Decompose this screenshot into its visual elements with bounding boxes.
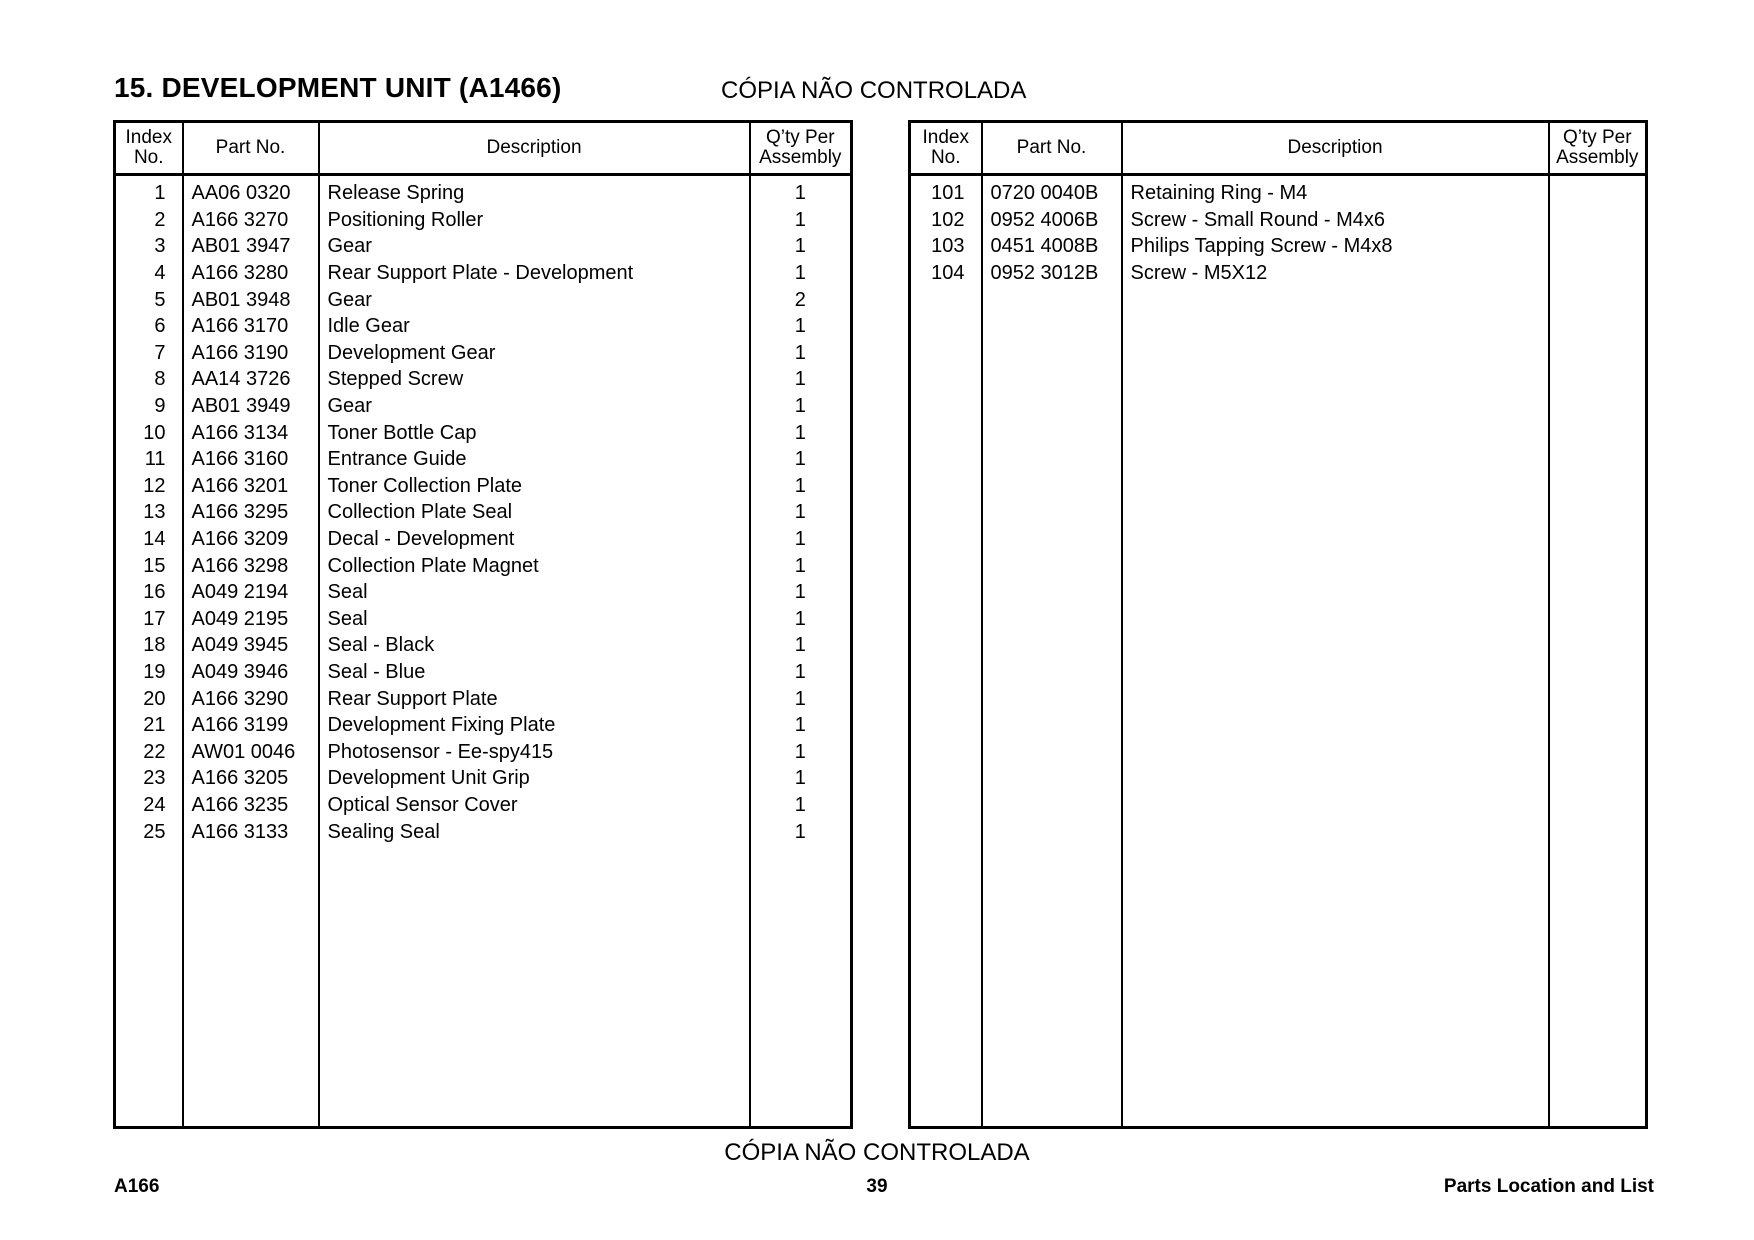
cell-part-no: A166 3133 [183,818,319,845]
cell-index: 22 [115,738,183,765]
cell-part-no: A166 3270 [183,207,319,234]
table-row [910,175,1647,207]
table-row [115,313,852,340]
cell-index: 9 [115,393,183,420]
cell-part-no: A166 3290 [183,685,319,712]
cell-qty [1549,175,1647,207]
table-row [115,632,852,659]
cell-description: Seal [319,606,750,633]
cell-index: 101 [910,175,982,207]
cell-index: 3 [115,233,183,260]
cell-part-no: A166 3235 [183,792,319,819]
cell-description: Retaining Ring - M4 [1122,175,1549,207]
cell-part-no: 0451 4008B [982,233,1122,260]
header-qty: Q’ty Per Assembly [750,122,852,175]
table-row [115,685,852,712]
cell-description: Seal - Blue [319,659,750,686]
cell-index: 14 [115,526,183,553]
page-title: 15. DEVELOPMENT UNIT (A1466) [114,72,562,103]
cell-description: Decal - Development [319,526,750,553]
cell-qty: 1 [750,419,852,446]
cell-part-no: A166 3199 [183,712,319,739]
cell-qty: 1 [750,340,852,367]
cell-index: 15 [115,552,183,579]
cell-description: Screw - Small Round - M4x6 [1122,207,1549,234]
cell-qty: 1 [750,175,852,207]
parts-table-left-body [115,175,852,1128]
cell-index: 18 [115,632,183,659]
cell-index: 10 [115,419,183,446]
cell-qty: 1 [750,446,852,473]
cell-qty: 1 [750,659,852,686]
table-filler-row [115,845,852,1128]
cell-index: 17 [115,606,183,633]
cell-description: Gear [319,393,750,420]
cell-qty: 1 [750,526,852,553]
cell-qty: 2 [750,286,852,313]
cell-description: Philips Tapping Screw - M4x8 [1122,233,1549,260]
cell-part-no: AW01 0046 [183,738,319,765]
cell-part-no: AB01 3947 [183,233,319,260]
parts-table-left [113,120,853,1129]
cell-qty: 1 [750,366,852,393]
cell-index: 8 [115,366,183,393]
cell-qty: 1 [750,260,852,287]
table-row [115,260,852,287]
header-description: Description [319,122,750,175]
cell-index: 7 [115,340,183,367]
cell-description: Development Unit Grip [319,765,750,792]
table-row [115,818,852,845]
empty-cell [115,845,183,1128]
cell-qty: 1 [750,818,852,845]
cell-description: Seal [319,579,750,606]
empty-cell [982,286,1122,1127]
table-row [115,340,852,367]
cell-description: Idle Gear [319,313,750,340]
cell-description: Release Spring [319,175,750,207]
cell-qty: 1 [750,765,852,792]
cell-index: 1 [115,175,183,207]
cell-index: 6 [115,313,183,340]
cell-description: Stepped Screw [319,366,750,393]
cell-part-no: AB01 3948 [183,286,319,313]
table-row [115,712,852,739]
cell-index: 5 [115,286,183,313]
cell-qty [1549,233,1647,260]
parts-table-right [908,120,1648,1129]
header-index: Index No. [115,122,183,175]
table-row [910,233,1647,260]
cell-part-no: 0952 4006B [982,207,1122,234]
table-row [910,207,1647,234]
cell-description: Collection Plate Seal [319,499,750,526]
cell-qty: 1 [750,207,852,234]
cell-qty: 1 [750,233,852,260]
cell-index: 102 [910,207,982,234]
cell-index: 11 [115,446,183,473]
cell-index: 19 [115,659,183,686]
table-row [115,419,852,446]
cell-part-no: AA06 0320 [183,175,319,207]
table-row [115,765,852,792]
table-row [115,393,852,420]
table-row [115,207,852,234]
table-row [115,175,852,207]
table-row [910,260,1647,287]
table-row [115,738,852,765]
cell-qty: 1 [750,792,852,819]
cell-index: 103 [910,233,982,260]
cell-index: 24 [115,792,183,819]
cell-qty: 1 [750,738,852,765]
cell-part-no: A166 3280 [183,260,319,287]
cell-description: Positioning Roller [319,207,750,234]
cell-description: Rear Support Plate [319,685,750,712]
cell-index: 13 [115,499,183,526]
empty-cell [1122,286,1549,1127]
cell-qty: 1 [750,552,852,579]
empty-cell [319,845,750,1128]
header-qty: Q’ty Per Assembly [1549,122,1647,175]
header-part-no: Part No. [183,122,319,175]
cell-description: Seal - Black [319,632,750,659]
empty-cell [1549,286,1647,1127]
cell-index: 104 [910,260,982,287]
cell-qty: 1 [750,393,852,420]
cell-qty: 1 [750,579,852,606]
cell-description: Optical Sensor Cover [319,792,750,819]
table-row [115,552,852,579]
cell-qty: 1 [750,632,852,659]
table-filler-row [910,286,1647,1127]
cell-description: Entrance Guide [319,446,750,473]
cell-description: Development Fixing Plate [319,712,750,739]
cell-qty: 1 [750,313,852,340]
empty-cell [910,286,982,1127]
cell-qty [1549,260,1647,287]
cell-part-no: A166 3160 [183,446,319,473]
cell-part-no: A049 3946 [183,659,319,686]
watermark-bottom: CÓPIA NÃO CONTROLADA [724,1139,1030,1166]
cell-description: Collection Plate Magnet [319,552,750,579]
cell-qty: 1 [750,712,852,739]
cell-part-no: AB01 3949 [183,393,319,420]
cell-part-no: 0952 3012B [982,260,1122,287]
cell-description: Gear [319,233,750,260]
cell-description: Sealing Seal [319,818,750,845]
cell-index: 25 [115,818,183,845]
table-row [115,579,852,606]
cell-part-no: A049 3945 [183,632,319,659]
header-part-no: Part No. [982,122,1122,175]
cell-qty: 1 [750,473,852,500]
cell-part-no: A166 3205 [183,765,319,792]
footer-model: A166 [114,1176,160,1197]
table-header-row [115,122,852,175]
footer-section-name: Parts Location and List [1443,1176,1654,1197]
cell-description: Screw - M5X12 [1122,260,1549,287]
table-header-row [910,122,1647,175]
cell-description: Photosensor - Ee-spy415 [319,738,750,765]
footer-page-number: 39 [866,1176,888,1197]
cell-description: Toner Bottle Cap [319,419,750,446]
cell-index: 12 [115,473,183,500]
cell-index: 16 [115,579,183,606]
cell-description: Gear [319,286,750,313]
table-row [115,366,852,393]
table-row [115,792,852,819]
cell-index: 4 [115,260,183,287]
header-description: Description [1122,122,1549,175]
cell-part-no: A166 3209 [183,526,319,553]
watermark-top: CÓPIA NÃO CONTROLADA [721,77,1027,104]
empty-cell [183,845,319,1128]
table-row [115,659,852,686]
cell-part-no: A166 3201 [183,473,319,500]
table-row [115,499,852,526]
cell-description: Toner Collection Plate [319,473,750,500]
cell-index: 21 [115,712,183,739]
table-row [115,233,852,260]
cell-index: 23 [115,765,183,792]
cell-index: 20 [115,685,183,712]
cell-part-no: A166 3190 [183,340,319,367]
cell-part-no: AA14 3726 [183,366,319,393]
cell-qty: 1 [750,606,852,633]
cell-part-no: A049 2195 [183,606,319,633]
cell-qty: 1 [750,685,852,712]
parts-table-right-body [910,175,1647,1128]
table-row [115,446,852,473]
cell-part-no: 0720 0040B [982,175,1122,207]
cell-description: Development Gear [319,340,750,367]
cell-part-no: A166 3298 [183,552,319,579]
cell-description: Rear Support Plate - Development [319,260,750,287]
cell-index: 2 [115,207,183,234]
cell-part-no: A166 3295 [183,499,319,526]
header-index: Index No. [910,122,982,175]
table-row [115,526,852,553]
table-row [115,606,852,633]
cell-qty [1549,207,1647,234]
table-row [115,473,852,500]
table-row [115,286,852,313]
cell-part-no: A166 3134 [183,419,319,446]
cell-part-no: A049 2194 [183,579,319,606]
cell-qty: 1 [750,499,852,526]
cell-part-no: A166 3170 [183,313,319,340]
empty-cell [750,845,852,1128]
